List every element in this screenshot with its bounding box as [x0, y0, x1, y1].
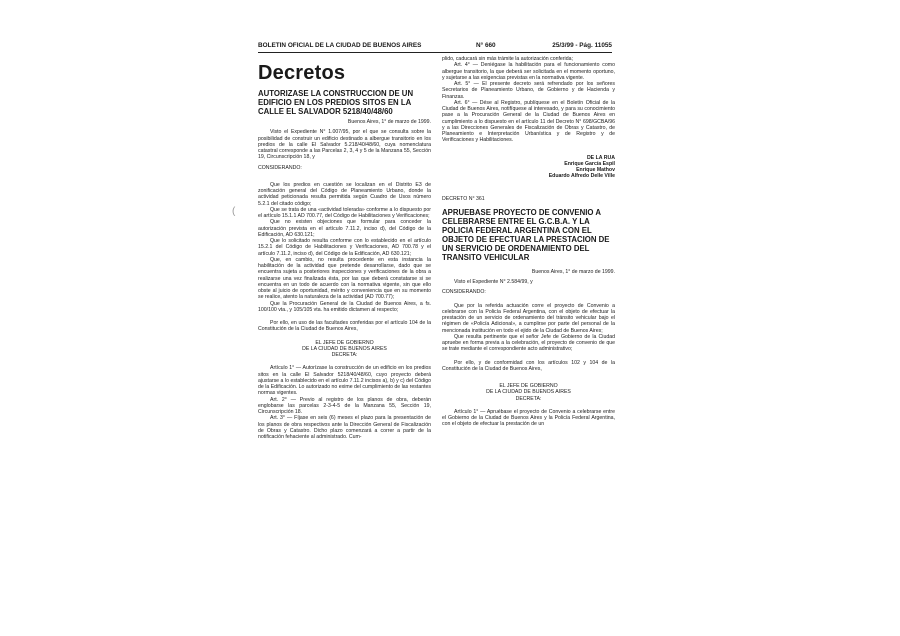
authority-line-1: EL JEFE DE GOBIERNO [499, 383, 558, 389]
considerando-paragraph: Que lo solicitado resulta conforme con lo establecido en el artículo 15.2.1 del Código de Habilitaciones y Verificaciones, AD 700.78 y el artículo 7.11.2, inciso d), del Código de la Edificación, AD 630.121; [258, 238, 431, 257]
article-paragraph: Art. 5° — El presente decreto será refrendado por los señores Secretarios de Planeamiento Urbano, de Gobierno y de Hacienda y Finanzas. [442, 81, 615, 100]
issue-date-page: 25/3/99 - Pág. 11055 [552, 42, 612, 49]
article-paragraph: Art. 2° — Previo al registro de los planos de obra, deberán englobarse las parcelas 2-3-4-5 de la Manzana 55, Sección 19, Circunscripción 18. [258, 396, 431, 415]
decree-number: DECRETO N° 361 [442, 195, 485, 202]
authority-line-1: EL JEFE DE GOBIERNO [315, 339, 374, 346]
right-column [442, 56, 615, 428]
considerando-label: CONSIDERANDO: [442, 289, 486, 296]
continuation-text: plido, caducará sin más trámite la autorización conferida; [442, 56, 573, 62]
authority-line-2: DE LA CIUDAD DE BUENOS AIRES [486, 389, 571, 396]
article-paragraph: Art. 6° — Dése al Registro, publíquese en el Boletín Oficial de la Ciudad de Buenos Aires, notifíquese al interesado, y para su conocimiento pase a la Procuración General de la Ciudad de Buenos Aires en cumplimiento a lo dispuesto en el artículo 11 del Decreto N° 698/GCBA/96 y a las Direcciones Generales de Fiscalización de Obras y Catastro, de Planeamiento e Interpretación Urbanística y de Registro y de Verificaciones y Habilitaciones. [442, 99, 615, 144]
article-paragraph: Art. 3° — Fíjase en seis (6) meses el plazo para la presentación de los planos de obra respectivos ante la Dirección General de Fiscalización de Obras y Catastro. Dicho plazo comenzará a correr a partir de la notificación fehaciente al administrado. Cum- [258, 415, 431, 440]
left-column [258, 56, 431, 440]
running-header [258, 42, 612, 52]
considerando-paragraph: Que no existen objeciones que formular para conceder la autorización prevista en el artículo 7.11.2, inciso d), del Código de la Edificación, AD 630.121; [258, 219, 431, 238]
por-ello-paragraph: Por ello, en uso de las facultades conferidas por el artículo 104 de la Constitución de la Ciudad de Buenos Aires, [258, 320, 431, 333]
decreta-label: DECRETA: [331, 352, 358, 358]
considerando-paragraph: Que resulta pertinente que el señor Jefe de Gobierno de la Ciudad apruebe en forma previa a la celebración, el proyecto de convenio de que se trate mediante el correspondiente acto administrativo; [442, 333, 615, 353]
section-title: Decretos [258, 62, 346, 84]
decree-date: Buenos Aires, 1° de marzo de 1999. [531, 268, 615, 275]
visto-paragraph: Visto el Expediente N° 1.007/95, por el que se consulta sobre la posibilidad de construir un edificio destinado a albergue transitorio en los predios de la calle El Salvador 5.218/40/48/60, cuya nomenclatura catastral corresponde a las Parcelas 2, 3, 4 y 5 de la Manzana 55, Sección 19, Circunscripción 18, y [258, 129, 431, 161]
considerando-label: CONSIDERANDO: [258, 164, 302, 171]
considerando-paragraph: Que, en cambio, no resulta procedente en esta instancia la habilitación de la actividad que pretende desarrollarse, dado que se encuentra sujeta a posteriores inspecciones y verificaciones de la obra a realizarse una vez finalizada ésta, por las que deberá constatarse si se encuentra en un todo de acuerdo con la normativa vigente, sin que ello obste al juicio de oportunidad, mérito y conveniencia que en su momento se realice, atento la naturaleza de la actividad (AD 700.77); [258, 256, 431, 301]
scan-mark: ( [232, 206, 236, 217]
signature: DE LA RUA [586, 154, 615, 161]
article-paragraph: Artículo 1° — Apruébase el proyecto de Convenio a celebrarse entre el Gobierno de la Ciudad de Buenos Aires y la Policía Federal Argentina, con el objeto de efectuar la prestación de un [442, 408, 615, 428]
decree-date: Buenos Aires, 1° de marzo de 1999. [347, 119, 431, 125]
publication-name: BOLETIN OFICIAL DE LA CIUDAD DE BUENOS AIRES [258, 42, 422, 49]
decree-heading: APRUEBASE PROYECTO DE CONVENIO A CELEBRARSE ENTRE EL G.C.B.A. Y LA POLICIA FEDERAL ARGENTINA CON EL OBJETO DE EFECTUAR LA PRESTACION DE UN SERVICIO DE ORDENAMIENTO DEL TRANSITO VEHICULAR [442, 207, 610, 262]
por-ello-paragraph: Por ello, y de conformidad con los artículos 102 y 104 de la Constitución de la Ciudad de Buenos Aires, [442, 359, 615, 372]
article-paragraph: Artículo 1° — Autorízase la construcción de un edificio en los predios sitos en la calle El Salvador 5218/40/48/60, cuyo proyecto deberá ajustarse a lo establecido en el artículo 7.11.2 incisos a), b) y c) del Código de la Edificación. Lo autorizado no exime del cumplimiento de las restantes normas vigentes. [258, 365, 432, 397]
considerando-paragraph: Que por la referida actuación corre el proyecto de Convenio a celebrarse con la Policía Federal Argentina, con el objeto de efectuar la prestación de un servicio de ordenamiento del tránsito vehicular bajo el régimen de «Policía Adicional», a cumplirse por parte del personal de la mencionada institución en todo el ejido de la Ciudad de Buenos Aires; [442, 302, 615, 334]
issue-number: N° 660 [476, 42, 496, 49]
decree-heading: AUTORIZASE LA CONSTRUCCION DE UN EDIFICIO EN LOS PREDIOS SITOS EN LA CALLE EL SALVADOR 5218/40/48/60 [258, 89, 414, 116]
considerando-paragraph: Que se trata de una «actividad tolerada» conforme a lo dispuesto por el artículo 15.1.1 AD 700.77, del Código de Habilitaciones y Verificaciones; [258, 206, 431, 219]
header-rule [258, 52, 612, 53]
considerando-paragraph: Que la Procuración General de la Ciudad de Buenos Aires, a fs. 100/100 vta., y 105/105 vta. ha emitido dictamen al respecto; [258, 300, 431, 313]
signature: Enrique García Espil [564, 160, 615, 167]
visto-paragraph: Visto el Expediente N° 2.584/99, y [454, 279, 533, 285]
authority-line-2: DE LA CIUDAD DE BUENOS AIRES [302, 345, 387, 352]
signature: Eduardo Alfredo Delle Ville [548, 173, 615, 180]
article-paragraph: Art. 4° — Deniégase la habilitación para el funcionamiento como albergue transitorio, la que deberá ser solicitada en el momento oportuno, y sujetarse a las exigencias previstas en la normativa vigente. [442, 62, 615, 81]
signature: Enrique Mathov [576, 167, 615, 173]
decreta-label: DECRETA: [515, 395, 542, 402]
signature-block [442, 155, 615, 180]
considerando-paragraph: Que los predios en cuestión se localizan en el Distrito E3 de zonificación general del Código de Planeamiento Urbano, donde la actividad peticionada resulta permitida según Cuadro de Usos número 5.2.1 del citado código; [258, 181, 431, 207]
